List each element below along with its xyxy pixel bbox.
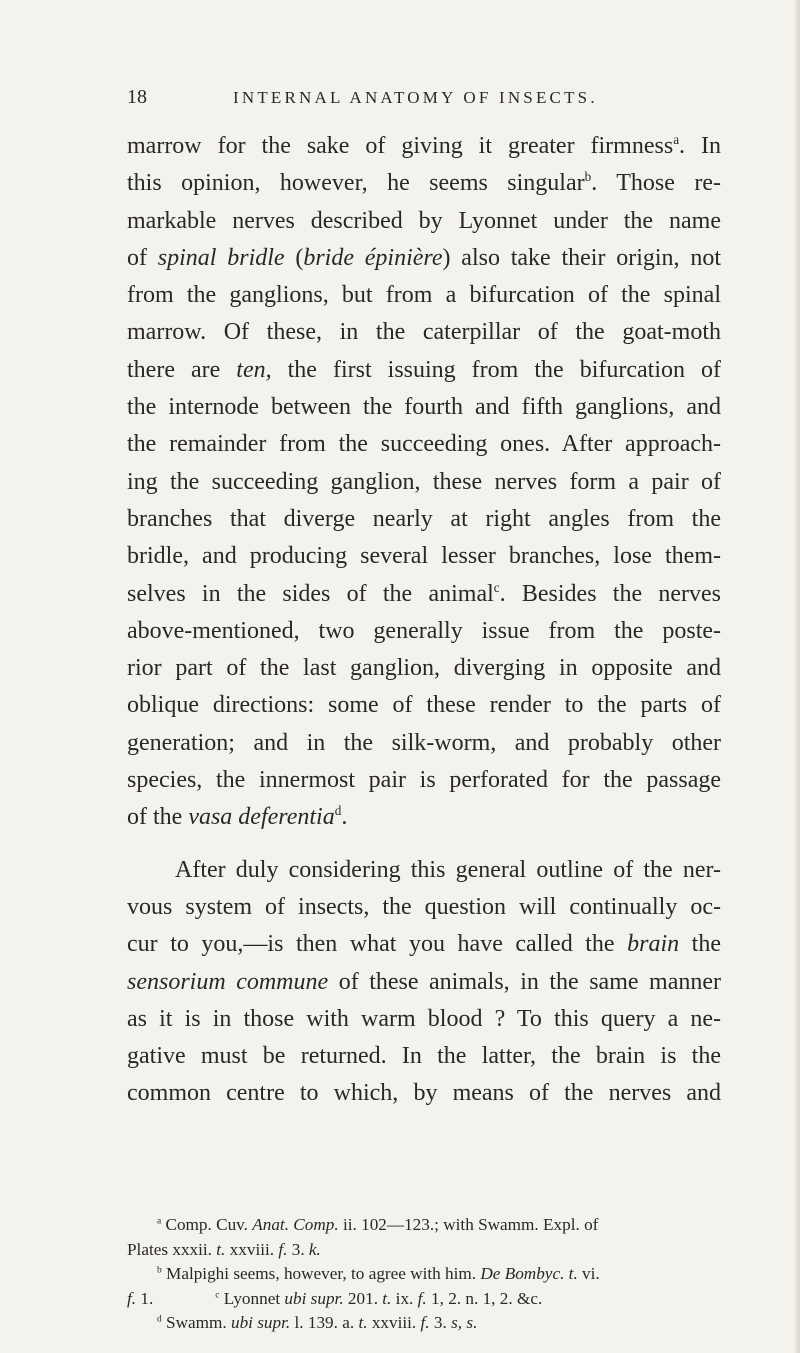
text-line: the internode between the fourth and fifth ganglions, and <box>127 394 721 421</box>
page-number: 18 <box>127 86 147 108</box>
footnotes <box>127 1213 721 1336</box>
text-line: this opinion, however, he seems singular$^b$. Those re- <box>127 169 721 197</box>
text-line: as it is in those with warm blood ? To this query a ne- <box>127 1005 721 1032</box>
text-line: cur to you,—is then what you have called the brain the <box>127 931 721 958</box>
footnote-ref: a <box>673 132 680 147</box>
paragraph-1 <box>127 128 721 837</box>
text-line: of the vasa deferentia$^d$. <box>127 803 348 831</box>
running-title: INTERNAL ANATOMY OF INSECTS. <box>233 88 598 107</box>
footnote-a-continued: Plates xxxii. t. xxviii. f. 3. k. <box>127 1239 321 1259</box>
text-line: sensorium commune of these animals, in the same manner <box>127 968 722 995</box>
text-line: from the ganglions, but from a bifurcation of the spinal <box>127 282 721 309</box>
text-line: vous system of insects, the question will continually oc- <box>127 893 721 920</box>
footnote-a: $^a$ Comp. Cuv. Anat. Comp. ii. 102—123.; with Swamm. Expl. of <box>157 1215 599 1234</box>
footnote-ref: c <box>493 579 500 595</box>
text-line: generation; and in the silk-worm, and probably other <box>127 729 721 756</box>
text-line: there are ten, the first issuing from the bifurcation of <box>127 356 721 383</box>
text-line: markable nerves described by Lyonnet under the name <box>127 207 721 234</box>
page-edge-shadow <box>794 0 800 1353</box>
text-line: selves in the sides of the animal$^c$. Besides the nerves <box>127 579 721 607</box>
page-header <box>127 86 717 116</box>
text-line: oblique directions: some of these render to the parts of <box>127 692 721 719</box>
text-line: marrow for the sake of giving it greater firmness$^a$. In <box>127 132 721 159</box>
text-line: the remainder from the succeeding ones. After approach- <box>127 431 721 458</box>
text-line: common centre to which, by means of the nerves and <box>127 1080 721 1107</box>
text-line: rior part of the last ganglion, diverging in opposite and <box>127 655 721 682</box>
footnote-b-continued-c: f. 1. $^c$ Lyonnet ubi supr. 201. t. ix. f. 1, 2. n. 1, 2. &c. <box>127 1288 543 1308</box>
text-line: branches that diverge nearly at right angles from the <box>127 505 721 532</box>
text-line: above-mentioned, two generally issue from the poste- <box>127 617 721 644</box>
footnote-ref: b <box>584 169 592 185</box>
text-line: marrow. Of these, in the caterpillar of the goat-moth <box>127 319 721 346</box>
text-line: After duly considering this general outline of the ner- <box>175 856 721 883</box>
footnote-b: $^b$ Malpighi seems, however, to agree with him. De Bombyc. t. vi. <box>157 1264 600 1283</box>
text-line: of spinal bridle (bride épinière) also take their origin, not <box>127 244 722 271</box>
footnote-ref: d <box>334 803 342 819</box>
text-line: bridle, and producing several lesser branches, lose them- <box>127 543 721 570</box>
paragraph-2 <box>127 852 721 1113</box>
page-body <box>127 128 721 1113</box>
footnote-d: $^d$ Swamm. ubi supr. l. 139. a. t. xxviii. f. 3. s, s. <box>157 1313 478 1332</box>
text-line: ing the succeeding ganglion, these nerves form a pair of <box>127 468 721 495</box>
text-line: gative must be returned. In the latter, the brain is the <box>127 1043 721 1070</box>
text-line: species, the innermost pair is perforated for the passage <box>127 767 721 794</box>
